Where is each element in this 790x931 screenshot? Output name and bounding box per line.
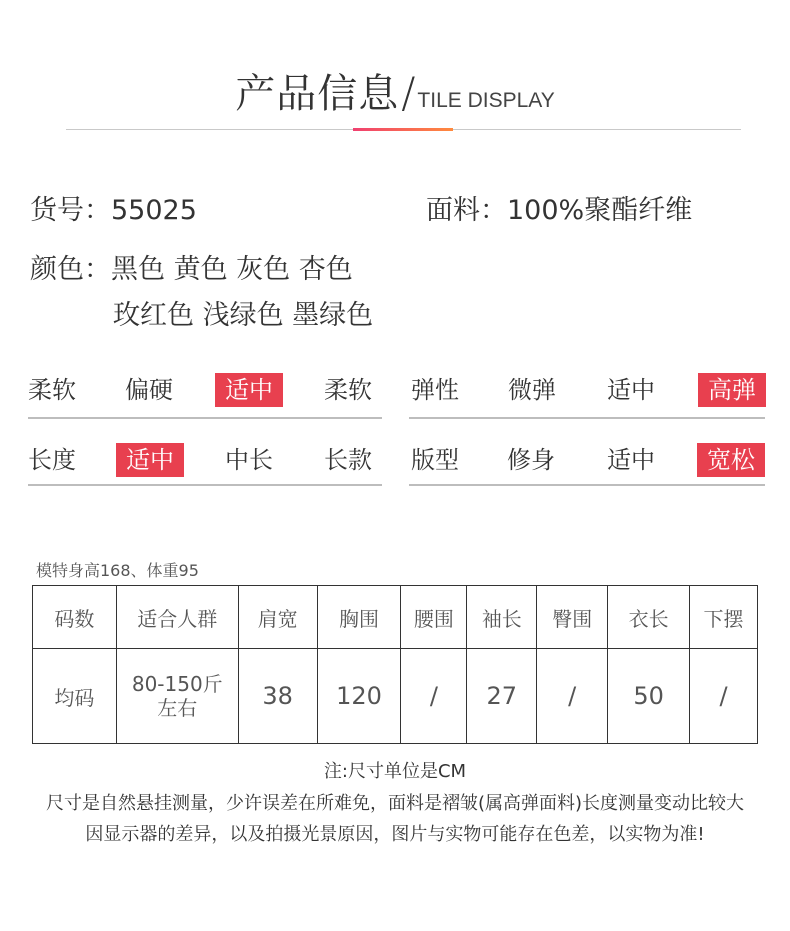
cell-suitable-for-line-2: 左右	[157, 696, 198, 720]
cell-size: 均码	[33, 649, 117, 744]
header-suitable-for: 适合人群	[116, 586, 238, 649]
cell-suitable-for-line-1: 80-150斤	[131, 672, 223, 696]
fit-label: 版型	[411, 446, 459, 474]
table-row	[33, 649, 758, 744]
header-hip: 臀围	[537, 586, 608, 649]
length-option-medium-selected: 适中	[116, 443, 184, 477]
header-length: 衣长	[608, 586, 690, 649]
section-title-cn: 产品信息	[235, 71, 400, 117]
colors-line-2: 玫红色 浅绿色 墨绿色	[113, 300, 374, 331]
disclaimer-line-1: 尺寸是自然悬挂测量，少许误差在所难免，面料是褶皱(属高弹面料)长度测量变动比较大	[45, 793, 745, 814]
colors-label: 颜色：	[30, 254, 111, 285]
cell-shoulder: 38	[238, 649, 317, 744]
fit-divider	[409, 484, 765, 486]
colors-line-1: 黑色 黄色 灰色 杏色	[111, 254, 353, 285]
softness-option-hard: 偏硬	[125, 376, 173, 404]
header-size: 码数	[33, 586, 117, 649]
header-accent-bar	[353, 128, 453, 131]
header-waist: 腰围	[401, 586, 467, 649]
fabric-label: 面料：	[426, 195, 507, 226]
header-shoulder: 肩宽	[238, 586, 317, 649]
cell-hem: /	[690, 649, 758, 744]
cell-waist: /	[401, 649, 467, 744]
length-divider	[28, 484, 382, 486]
cell-bust: 120	[317, 649, 401, 744]
fit-option-slim: 修身	[507, 446, 555, 474]
section-title-en: TILE DISPLAY	[417, 89, 555, 112]
section-header	[0, 62, 790, 119]
item-number	[30, 188, 197, 227]
cell-suitable-for	[116, 649, 238, 744]
softness-option-medium-selected: 适中	[215, 373, 283, 407]
fabric	[426, 188, 692, 227]
softness-option-soft: 柔软	[324, 376, 372, 404]
length-option-mid-long: 中长	[225, 446, 273, 474]
cell-length: 50	[608, 649, 690, 744]
unit-note: 注:尺寸单位是CM	[323, 761, 467, 782]
elasticity-option-slight: 微弹	[508, 376, 556, 404]
elasticity-divider	[409, 417, 765, 419]
header-bust: 胸围	[317, 586, 401, 649]
softness-divider	[28, 417, 382, 419]
model-note: 模特身高168、体重95	[36, 561, 199, 580]
item-number-label: 货号：	[30, 195, 111, 226]
length-label: 长度	[28, 446, 76, 474]
header-sleeve: 袖长	[467, 586, 537, 649]
cell-sleeve: 27	[467, 649, 537, 744]
softness-label: 柔软	[28, 376, 76, 404]
header-hem: 下摆	[690, 586, 758, 649]
title-slash: /	[401, 68, 416, 117]
elasticity-label: 弹性	[411, 376, 459, 404]
size-table	[32, 585, 758, 744]
fabric-value: 100%聚酯纤维	[507, 195, 693, 226]
colors	[30, 247, 353, 286]
elasticity-option-high-selected: 高弹	[698, 373, 766, 407]
item-number-value: 55025	[111, 195, 197, 226]
disclaimer-line-2: 因显示器的差异，以及拍摄光景原因，图片与实物可能存在色差，以实物为准!	[85, 824, 705, 845]
length-option-long: 长款	[324, 446, 372, 474]
fit-option-loose-selected: 宽松	[697, 443, 765, 477]
cell-hip: /	[537, 649, 608, 744]
elasticity-option-medium: 适中	[607, 376, 655, 404]
fit-option-medium: 适中	[607, 446, 655, 474]
size-table-header-row	[33, 586, 758, 649]
